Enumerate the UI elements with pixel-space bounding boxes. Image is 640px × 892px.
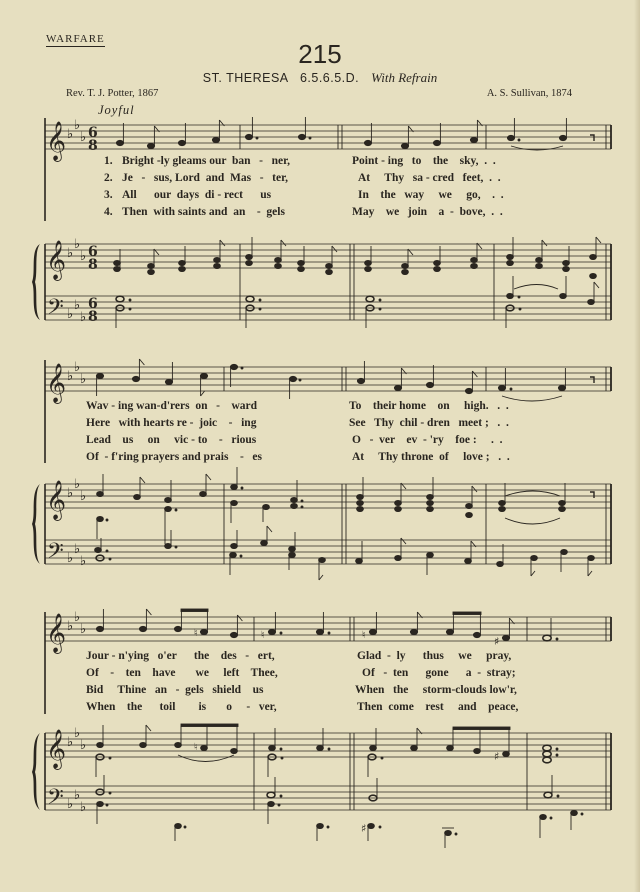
treble-staff-2 [45,484,611,508]
lyric-line: In the way we go, . . [358,189,504,201]
hymn-number: 215 [298,39,342,69]
melody-notes-3 [96,609,558,648]
lyric-line: At Thy throne of love ; . . [352,451,510,463]
verse-number: 3. [104,189,113,201]
svg-text:♭: ♭ [67,551,74,566]
svg-text:♭: ♭ [67,735,74,750]
bass-clef-icon: 𝄢 [47,785,64,815]
time-signature [88,125,98,325]
lyric-line: Point - ing to the sky, . . [352,155,496,167]
treble-staff-3 [45,733,611,757]
lyric-line: Here with hearts re - joic - ing [86,417,257,429]
svg-text:♭: ♭ [80,554,87,569]
lyric-line: Jour - n'ying o'er the des - ert, [86,650,275,662]
lyric-line: Lead us on vic - to - rious [86,434,257,446]
melody-notes-1 [116,117,594,150]
bass-staff-2 [45,540,611,564]
lyric-line: O - ver ev - 'ry foe : . . [352,434,503,446]
composer-credit: A. S. Sullivan, 1874 [486,88,572,99]
svg-text:♭: ♭ [67,127,74,142]
lyric-line: Bid Thine an - gels shield us [86,684,264,696]
svg-text:♭: ♭ [80,800,87,815]
svg-text:♭: ♭ [74,298,81,313]
lyric-line: Wav - ing wan-d'rers on - ward [86,400,258,412]
lyric-line: Then come rest and peace, [357,701,519,713]
svg-text:♭: ♭ [74,360,81,375]
svg-text:♭: ♭ [80,249,87,264]
treble-clef-icon: 𝄞 [46,240,67,280]
svg-text:♮: ♮ [362,630,366,641]
svg-text:♭: ♭ [74,788,81,803]
melody-staff-3 [45,617,611,641]
treble-clef-icon: 𝄞 [46,729,67,769]
svg-text:♭: ♭ [74,118,81,133]
melody-staff-1 [45,125,611,149]
svg-text:♭: ♭ [74,726,81,741]
lyric-line: Of - ten have we left Thee, [86,667,278,679]
treble-clef-icon: 𝄞 [46,121,67,161]
svg-text:♭: ♭ [80,130,87,145]
lyric-line: Then with saints and an - gels [122,206,285,218]
refrain-note: With Refrain [371,70,438,85]
svg-text:♭: ♭ [67,307,74,322]
treble-clef-icon: 𝄞 [46,363,67,403]
svg-text:♭: ♭ [67,369,74,384]
svg-text:8: 8 [88,257,98,273]
svg-text:♭: ♭ [74,237,81,252]
bass-clef-icon: 𝄢 [47,295,64,325]
svg-text:♭: ♭ [80,489,87,504]
svg-text:♮: ♮ [261,630,265,641]
brace-icon [32,244,40,810]
lyric-line: Of - ten gone a - stray; [362,667,516,679]
key-signature-flats [67,118,86,815]
svg-text:♭: ♭ [74,610,81,625]
svg-text:8: 8 [88,309,98,325]
svg-text:♭: ♭ [67,797,74,812]
svg-text:♭: ♭ [67,486,74,501]
svg-text:8: 8 [88,138,98,154]
svg-text:6: 6 [88,125,98,141]
treble-clef-icon: 𝄞 [46,613,67,653]
lyric-line: To their home on high. . . [349,400,509,412]
lyric-line: All our days di - rect us [122,189,272,201]
svg-text:♭: ♭ [80,310,87,325]
tune-name: ST. THERESA [202,71,288,85]
svg-text:6: 6 [88,296,98,312]
svg-text:♭: ♭ [67,246,74,261]
lyric-line: May we join a - bove, . . [352,206,503,218]
svg-text:6: 6 [88,244,98,260]
lyric-line: At Thy sa - cred feet, . . [358,172,501,184]
svg-text:♭: ♭ [80,622,87,637]
author-credit: Rev. T. J. Potter, 1867 [66,88,159,99]
lyric-line: See Thy chil - dren meet ; . . [349,417,509,429]
section-label: WARFARE [46,33,105,45]
sharp-sign-icon: ♯ [494,635,500,648]
treble-clef-icon: 𝄞 [46,480,67,520]
tempo-marking: Joyful [98,103,135,117]
svg-text:♮: ♮ [194,742,198,753]
page-edge [634,0,640,892]
svg-text:♯: ♯ [494,750,500,763]
svg-text:♭: ♭ [67,619,74,634]
lyric-line: When the toil is o - ver, [86,701,277,713]
svg-text:♭: ♭ [80,372,87,387]
lyric-line: Of - f'ring prayers and prais - es [86,451,263,463]
lyric-line: Bright -ly gleams our ban - ner, [122,155,291,167]
lyric-line: When the storm-clouds low'r, [355,684,517,696]
bass-clef-icon: 𝄢 [47,539,64,569]
verse-number: 2. [104,172,113,184]
svg-text:♭: ♭ [80,738,87,753]
svg-text:♭: ♭ [74,477,81,492]
svg-text:♭: ♭ [74,542,81,557]
verse-number: 4. [104,206,113,218]
melody-notes-2 [96,359,594,401]
meter: 6.5.6.5.D. [299,71,360,85]
svg-text:♯: ♯ [361,822,367,835]
verse-number: 1. [104,155,113,167]
melody-staff-2 [45,367,611,391]
natural-sign-icon: ♮ [194,628,198,639]
lyric-line: Glad - ly thus we pray, [357,650,512,662]
lyric-line: Je - sus, Lord and Mas - ter, [122,172,289,184]
bass-staff-3 [45,786,611,810]
